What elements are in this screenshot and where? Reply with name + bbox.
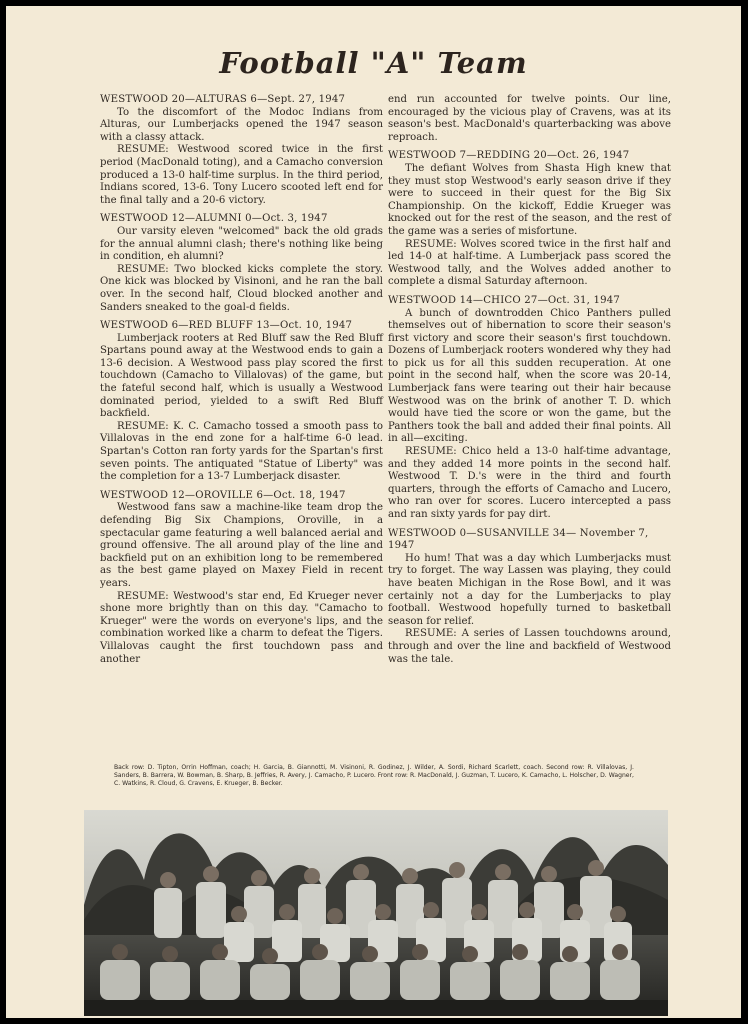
photo-caption: Back row: D. Tipton, Orrin Hoffman, coach; H. Garcia, B. Giannotti, M. Visinoni, R. Godinez, J. Wilder, A. Sordi, Richard Scarlett, coach. Second row: R. Villalovas, J. Sanders, B. Barrera, W. Bowman, B. Sharp, B. Jeffries, R. Avery, J. Camacho, P. Lucero. Front row: R. MacDonald, J. Guzman, T. Lucero, K. Camacho, L. Holscher, D. Wagner, C. Watkins, R. Cloud, G. Cravens, E. Krueger, B. Becker. (114, 764, 634, 788)
game-heading: WESTWOOD 7—REDDING 20—Oct. 26, 1947 (388, 150, 630, 162)
game-resume: RESUME: A series of Lassen touchdowns around, through and over the line and backfield of Westwood was the tale. (388, 628, 671, 665)
game-paragraph: The defiant Wolves from Shasta High knew that they must stop Westwood's early season drive if they were to succeed in their quest for the Big Six Championship. On the kickoff, Eddie Krueger was knocked out for the rest of the season, and the rest of the game was a series of misfortune. (388, 162, 671, 237)
game-heading: WESTWOOD 6—RED BLUFF 13—Oct. 10, 1947 (100, 320, 353, 332)
game-resume: RESUME: Wolves scored twice in the first half and led 14-0 at half-time. A Lumberjack pass scored the Westwood tally, and the Wolves added another to complete a dismal Saturday afternoon. (388, 238, 671, 288)
left-column (100, 94, 383, 666)
game-resume: RESUME: Westwood's star end, Ed Krueger never shone more brightly than on this day. "Camacho to Krueger" were the words on everyone's lips, and the combination worked like a charm to defeat the Tigers. Villalovas caught the first touchdown pass and another (100, 590, 383, 665)
game-paragraph: Lumberjack rooters at Red Bluff saw the Red Bluff Spartans pound away at the Westwood ends to gain a 13-6 decision. A Westwood pass play scored the first touchdown (Camacho to Villalovas) of the game, but the fateful second half, which is usually a Westwood dominated period, yielded to a swift Red Bluff backfield. (100, 332, 383, 420)
game-heading: WESTWOOD 20—ALTURAS 6—Sept. 27, 1947 (100, 94, 346, 105)
game-paragraph: Westwood fans saw a machine-like team drop the defending Big Six Champions, Oroville, in a spectacular game featuring a well balanced aerial and ground offensive. The all around play of the line and backfield put on an exhibition long to be remembered as the best game played on Maxey Field in recent years. (100, 502, 383, 589)
page-title: Football "A" Team (219, 46, 528, 80)
game-resume: RESUME: K. C. Camacho tossed a smooth pass to Villalovas in the end zone for a half-time 6-0 lead. Spartan's Cotton ran forty yards for the Spartan's first seven points. The antiquated "Statue of Liberty" was the completion for a 13-7 Lumberjack disaster. (100, 420, 383, 483)
game-paragraph: Ho hum! That was a day which Lumberjacks must try to forget. The way Lassen was playing, they could have beaten Michigan in the Rose Bowl, and it was certainly not a day for the Lumberjacks to play football. Westwood hopefully turned to basketball season for relief. (388, 552, 671, 627)
game-resume: RESUME: Westwood scored twice in the first period (MacDonald toting), and a Camacho conversion produced a 13-0 half-time surplus. In the third period, Indians scored, 13-6. Tony Lucero scooted left end for the final tally and a 20-6 victory. (100, 144, 383, 206)
continued-paragraph: end run accounted for twelve points. Our line, encouraged by the vicious play of Cravens, was at its season's best. MacDonald's quarterbacking was above reproach. (388, 94, 671, 143)
team-photo (84, 810, 668, 1016)
game-resume: RESUME: Two blocked kicks complete the story. One kick was blocked by Visinoni, and he ran the ball over. In the second half, Cloud blocked another and Sanders sneaked to the goal-d fields. (100, 263, 383, 313)
game-paragraph: A bunch of downtrodden Chico Panthers pulled themselves out of hibernation to score their season's first victory and score their season's first touchdown. Dozens of Lumberjack rooters wondered why they had to pick us for all this sudden recuperation. At one point in the second half, when the score was 20-14, Lumberjack fans were tearing out their hair because Westwood was on the brink of another T. D. which would have tied the score or won the game, but the Panthers took the ball and added their final points. All in all—exciting. (388, 307, 671, 445)
game-heading: WESTWOOD 0—SUSANVILLE 34— November 7, 1947 (388, 527, 649, 552)
game-heading: WESTWOOD 14—CHICO 27—Oct. 31, 1947 (388, 294, 621, 306)
game-paragraph: To the discomfort of the Modoc Indians from Alturas, our Lumberjacks opened the 1947 season with a classy attack. (100, 106, 383, 143)
game-resume: RESUME: Chico held a 13-0 half-time advantage, and they added 14 more points in the second half. Westwood T. D.'s were in the third and fourth quarters, through the efforts of Camacho and Lucero, who ran over for scores. Lucero intercepted a pass and ran sixty yards for pay dirt. (388, 446, 671, 520)
right-column (388, 94, 671, 666)
team-photo-image (84, 810, 668, 1016)
game-heading: WESTWOOD 12—ALUMNI 0—Oct. 3, 1947 (100, 213, 328, 225)
game-paragraph: Our varsity eleven "welcomed" back the old grads for the annual alumni clash; there's nothing like being in condition, eh alumni? (100, 225, 383, 263)
game-heading: WESTWOOD 12—OROVILLE 6—Oct. 18, 1947 (100, 489, 346, 501)
yearbook-page (6, 6, 741, 1018)
